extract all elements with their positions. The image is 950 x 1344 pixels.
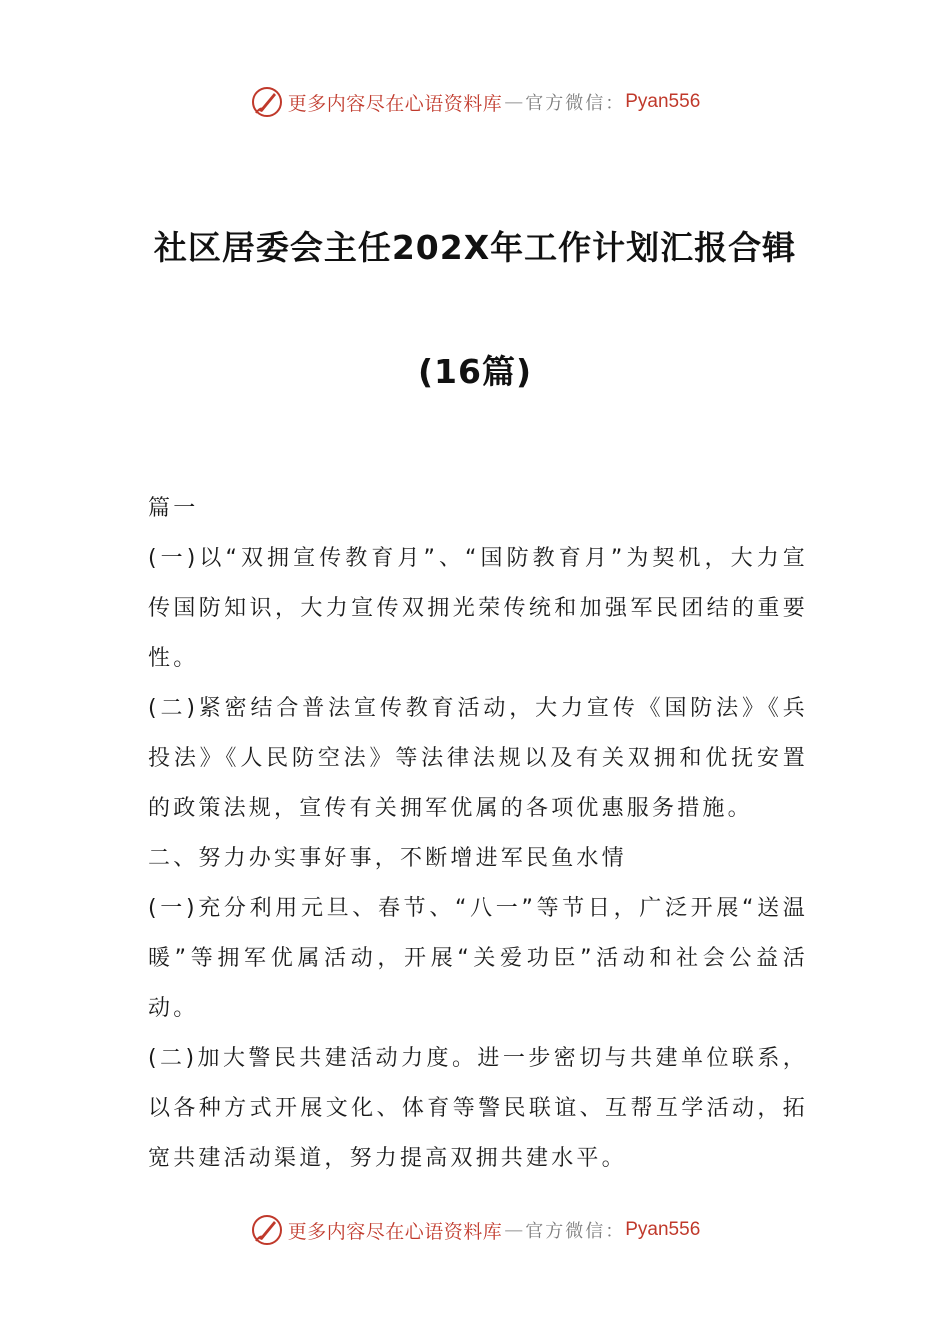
header-watermark [0,82,950,122]
footer-watermark [0,1210,950,1250]
paragraph: (一)以“双拥宣传教育月”、“国防教育月”为契机，大力宣传国防知识，大力宣传双拥光荣传统和加强军民团结的重要性。 [148,546,808,671]
section-heading: 篇一 [148,496,199,521]
document-body [148,484,808,1184]
watermark-main-text: 更多内容尽在心语资料库 [287,1220,503,1243]
feather-pen-logo-icon [250,85,284,119]
document-subtitle-count: (16篇) [417,352,533,391]
watermark-wechat-id: Pyan556 [625,91,701,112]
paragraph: (一)充分利用元旦、春节、“八一”等节日，广泛开展“送温暖”等拥军优属活动，开展“关爱功臣”活动和社会公益活动。 [148,896,808,1021]
section-heading: 二、努力办实事好事，不断增进军民鱼水情 [148,846,627,871]
watermark-main-text: 更多内容尽在心语资料库 [287,92,503,115]
feather-pen-logo-icon [250,1213,284,1247]
document-title: 社区居委会主任202X年工作计划汇报合辑 [153,228,797,267]
watermark-dash: — [504,1219,524,1241]
paragraph: (二)加大警民共建活动力度。进一步密切与共建单位联系，以各种方式开展文化、体育等警民联谊、互帮互学活动，拓宽共建活动渠道，努力提高双拥共建水平。 [148,1046,808,1171]
watermark-dash: — [504,91,524,113]
watermark-wechat-id: Pyan556 [625,1219,701,1240]
watermark-sub-text: 官方微信： [525,1221,626,1242]
watermark-sub-text: 官方微信： [525,93,626,114]
paragraph: (二)紧密结合普法宣传教育活动，大力宣传《国防法》《兵投法》《人民防空法》等法律法规以及有关双拥和优抚安置的政策法规，宣传有关拥军优属的各项优惠服务措施。 [148,696,808,821]
